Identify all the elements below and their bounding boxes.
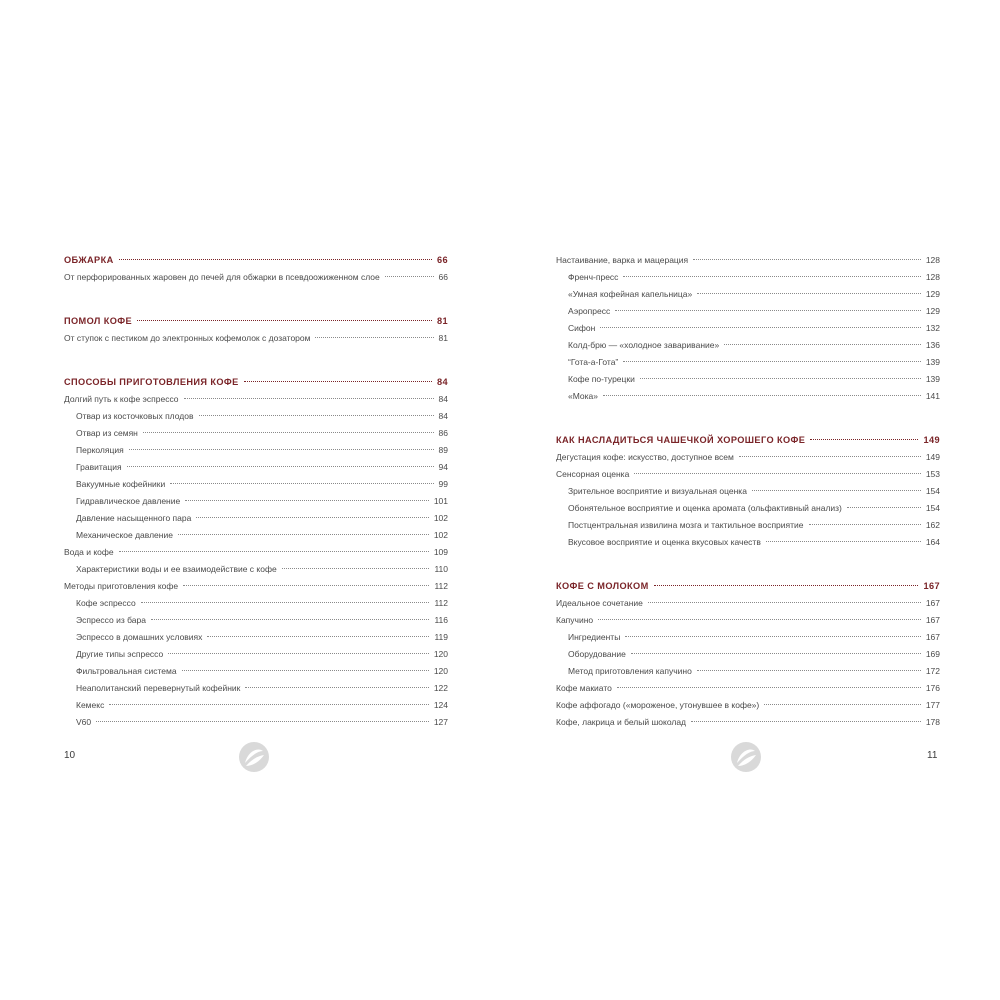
toc-entry[interactable]	[556, 629, 940, 646]
toc-section-heading[interactable]	[556, 432, 940, 449]
toc-entry[interactable]	[64, 493, 448, 510]
toc-entry[interactable]	[64, 629, 448, 646]
toc-entry-page: 129	[925, 289, 940, 299]
toc-entry-page: 164	[925, 537, 940, 547]
toc-entry-page: 141	[925, 391, 940, 401]
toc-entry[interactable]	[556, 534, 940, 551]
toc-entry[interactable]	[556, 252, 940, 269]
toc-entry-label: «Умная кофейная капельница»	[568, 289, 693, 299]
toc-entry-label: Перколяция	[76, 445, 124, 455]
toc-entry-page: 169	[925, 649, 940, 659]
toc-entry-label: Фильтровальная система	[76, 666, 177, 676]
toc-section-heading[interactable]	[64, 374, 448, 391]
toc-entry-page: 102	[433, 513, 448, 523]
dot-leader	[182, 670, 429, 671]
toc-entry-label: Гравитация	[76, 462, 122, 472]
toc-entry-label: Отвар из косточковых плодов	[76, 411, 194, 421]
dot-leader	[631, 653, 921, 654]
toc-entry[interactable]	[64, 697, 448, 714]
toc-entry[interactable]	[64, 663, 448, 680]
dot-leader	[199, 415, 434, 416]
toc-entry[interactable]	[556, 303, 940, 320]
toc-entry-page: 154	[925, 503, 940, 513]
dot-leader	[697, 293, 921, 294]
toc-entry-label: Характеристики воды и ее взаимодействие с кофе	[76, 564, 277, 574]
toc-entry-label: Вакуумные кофейники	[76, 479, 166, 489]
toc-entry-label: Идеальное сочетание	[556, 598, 643, 608]
toc-entry[interactable]	[64, 391, 448, 408]
dot-leader	[625, 636, 921, 637]
dot-leader	[385, 276, 434, 277]
toc-entry[interactable]	[556, 354, 940, 371]
dot-leader	[183, 585, 429, 586]
toc-entry-page: 116	[434, 615, 448, 625]
dot-leader	[697, 670, 921, 671]
toc-entry-page: 66	[438, 272, 448, 282]
toc-right-page	[556, 252, 940, 731]
toc-section-heading-label: КАК НАСЛАДИТЬСЯ ЧАШЕЧКОЙ ХОРОШЕГО КОФЕ	[556, 435, 806, 445]
toc-entry-page: 167	[925, 632, 940, 642]
toc-entry-label: Давление насыщенного пара	[76, 513, 192, 523]
dot-leader	[600, 327, 921, 328]
toc-entry[interactable]	[64, 459, 448, 476]
toc-entry[interactable]	[64, 544, 448, 561]
dot-leader	[109, 704, 428, 705]
toc-entry-label: Кофе по-турецки	[568, 374, 635, 384]
toc-entry[interactable]	[64, 578, 448, 595]
toc-entry[interactable]	[64, 408, 448, 425]
toc-entry-label: Постцентральная извилина мозга и тактильное восприятие	[568, 520, 804, 530]
dot-leader	[137, 320, 432, 321]
toc-entry-label: Дегустация кофе: искусство, доступное всем	[556, 452, 734, 462]
toc-entry-label: Ингредиенты	[568, 632, 621, 642]
dot-leader	[809, 524, 921, 525]
toc-section-heading-label: СПОСОБЫ ПРИГОТОВЛЕНИЯ КОФЕ	[64, 377, 239, 387]
dot-leader	[810, 439, 918, 440]
toc-entry[interactable]	[556, 449, 940, 466]
toc-entry-page: 86	[438, 428, 448, 438]
toc-entry-page: 119	[434, 632, 448, 642]
page-number-right: 11	[927, 750, 938, 761]
toc-entry-label: От перфорированных жаровен до печей для обжарки в псевдоожиженном слое	[64, 272, 380, 282]
dot-leader	[766, 541, 921, 542]
dot-leader	[244, 381, 432, 382]
toc-section-heading-label: КОФЕ С МОЛОКОМ	[556, 581, 649, 591]
toc-entry-label: Механическое давление	[76, 530, 173, 540]
dot-leader	[127, 466, 434, 467]
dot-leader	[634, 473, 921, 474]
toc-entry[interactable]	[556, 595, 940, 612]
toc-entry[interactable]	[64, 269, 448, 286]
toc-entry[interactable]	[64, 330, 448, 347]
toc-entry-label: Кемекс	[76, 700, 105, 710]
toc-entry-page: 177	[925, 700, 940, 710]
dot-leader	[184, 398, 434, 399]
toc-entry-label: Методы приготовления кофе	[64, 581, 179, 591]
dot-leader	[648, 602, 921, 603]
toc-entry-page: 89	[438, 445, 448, 455]
toc-entry-page: 94	[438, 462, 448, 472]
toc-entry-label: Зрительное восприятие и визуальная оценка	[568, 486, 747, 496]
dot-leader	[764, 704, 921, 705]
coffee-bean-icon	[730, 741, 762, 773]
toc-section-heading-label: ОБЖАРКА	[64, 255, 114, 265]
dot-leader	[207, 636, 429, 637]
section-spacer	[64, 286, 448, 313]
toc-entry-label: Кофе, лакрица и белый шоколад	[556, 717, 687, 727]
toc-entry-page: 122	[433, 683, 448, 693]
toc-entry-page: 154	[925, 486, 940, 496]
toc-entry[interactable]	[556, 337, 940, 354]
dot-leader	[598, 619, 921, 620]
toc-entry[interactable]	[556, 500, 940, 517]
toc-entry-label: Отвар из семян	[76, 428, 138, 438]
toc-entry[interactable]	[64, 612, 448, 629]
toc-section-heading-label: ПОМОЛ КОФЕ	[64, 316, 133, 326]
toc-entry-page: 124	[433, 700, 448, 710]
toc-entry-page: 139	[925, 374, 940, 384]
toc-entry-label: «Мока»	[568, 391, 598, 401]
toc-entry[interactable]	[64, 476, 448, 493]
dot-leader	[617, 687, 921, 688]
toc-entry[interactable]	[556, 663, 940, 680]
toc-entry[interactable]	[556, 269, 940, 286]
dot-leader	[119, 259, 432, 260]
toc-entry-page: 112	[434, 581, 448, 591]
toc-entry[interactable]	[64, 714, 448, 731]
dot-leader	[640, 378, 921, 379]
toc-entry-label: Кофе макиато	[556, 683, 612, 693]
dot-leader	[315, 337, 433, 338]
toc-section-heading[interactable]	[556, 578, 940, 595]
toc-entry[interactable]	[556, 320, 940, 337]
coffee-bean-icon	[238, 741, 270, 773]
dot-leader	[623, 361, 921, 362]
toc-entry[interactable]	[64, 527, 448, 544]
dot-leader	[143, 432, 434, 433]
dot-leader	[96, 721, 429, 722]
toc-section-heading-page: 167	[923, 581, 940, 591]
dot-leader	[119, 551, 429, 552]
toc-entry-page: 128	[925, 255, 940, 265]
page-number-left: 10	[64, 750, 76, 761]
toc-entry-page: 153	[925, 469, 940, 479]
toc-entry-page: 110	[434, 564, 448, 574]
toc-entry[interactable]	[556, 517, 940, 534]
dot-leader	[178, 534, 429, 535]
toc-entry[interactable]	[64, 442, 448, 459]
dot-leader	[752, 490, 921, 491]
toc-entry-page: 167	[925, 598, 940, 608]
toc-entry-page: 132	[925, 323, 940, 333]
toc-entry-page: 167	[925, 615, 940, 625]
toc-entry[interactable]	[64, 561, 448, 578]
toc-entry[interactable]	[556, 612, 940, 629]
toc-entry-label: Настаивание, варка и мацерация	[556, 255, 689, 265]
toc-entry[interactable]	[64, 595, 448, 612]
toc-entry-label: Кофе эспрессо	[76, 598, 136, 608]
dot-leader	[603, 395, 921, 396]
dot-leader	[724, 344, 921, 345]
dot-leader	[129, 449, 434, 450]
dot-leader	[151, 619, 429, 620]
toc-entry[interactable]	[556, 483, 940, 500]
toc-section-heading-page: 66	[436, 255, 448, 265]
toc-entry[interactable]	[64, 510, 448, 527]
toc-section-heading-page: 81	[436, 316, 448, 326]
section-spacer	[64, 347, 448, 374]
toc-left-page	[64, 252, 448, 731]
toc-entry[interactable]	[556, 697, 940, 714]
dot-leader	[141, 602, 430, 603]
toc-entry-label: Аэропресс	[568, 306, 611, 316]
toc-entry[interactable]	[556, 680, 940, 697]
toc-entry-label: Гидравлическое давление	[76, 496, 181, 506]
toc-entry-page: 129	[925, 306, 940, 316]
toc-entry-page: 127	[433, 717, 448, 727]
toc-entry-page: 120	[433, 649, 448, 659]
toc-entry-label: “Гота-а-Гота”	[568, 357, 619, 367]
toc-entry-page: 101	[433, 496, 448, 506]
toc-entry[interactable]	[64, 680, 448, 697]
toc-entry-label: Френч-пресс	[568, 272, 619, 282]
toc-entry-page: 162	[925, 520, 940, 530]
toc-entry[interactable]	[556, 646, 940, 663]
toc-entry-label: Кофе аффогадо («мороженое, утонувшее в кофе»)	[556, 700, 760, 710]
toc-section-heading-page: 149	[923, 435, 940, 445]
toc-entry-page: 178	[925, 717, 940, 727]
toc-entry-label: Вкусовое восприятие и оценка вкусовых качеств	[568, 537, 761, 547]
toc-entry-label: Капучино	[556, 615, 594, 625]
dot-leader	[170, 483, 433, 484]
toc-entry-label: Долгий путь к кофе эспрессо	[64, 394, 179, 404]
toc-section-heading-page: 84	[436, 377, 448, 387]
toc-entry-label: Обонятельное восприятие и оценка аромата (ольфактивный анализ)	[568, 503, 842, 513]
toc-entry-page: 139	[925, 357, 940, 367]
toc-entry-label: Другие типы эспрессо	[76, 649, 164, 659]
dot-leader	[245, 687, 428, 688]
toc-entry-label: Неаполитанский перевернутый кофейник	[76, 683, 241, 693]
toc-entry[interactable]	[64, 646, 448, 663]
toc-entry-page: 109	[433, 547, 448, 557]
dot-leader	[196, 517, 428, 518]
toc-entry-page: 176	[925, 683, 940, 693]
toc-entry[interactable]	[556, 371, 940, 388]
dot-leader	[691, 721, 921, 722]
toc-entry-page: 120	[433, 666, 448, 676]
toc-entry-label: Сифон	[568, 323, 596, 333]
toc-entry[interactable]	[556, 714, 940, 731]
toc-entry-label: Вода и кофе	[64, 547, 114, 557]
dot-leader	[739, 456, 921, 457]
toc-entry-label: Сенсорная оценка	[556, 469, 630, 479]
toc-entry-label: V60	[76, 717, 92, 727]
toc-entry[interactable]	[556, 388, 940, 405]
toc-entry[interactable]	[556, 466, 940, 483]
toc-entry-label: Колд-брю — «холодное заваривание»	[568, 340, 720, 350]
toc-section-heading[interactable]	[64, 252, 448, 269]
dot-leader	[693, 259, 921, 260]
toc-entry-page: 81	[438, 333, 448, 343]
toc-entry[interactable]	[64, 425, 448, 442]
toc-entry-page: 128	[925, 272, 940, 282]
toc-entry-page: 136	[925, 340, 940, 350]
toc-entry-page: 84	[438, 411, 448, 421]
dot-leader	[282, 568, 430, 569]
toc-entry[interactable]	[556, 286, 940, 303]
dot-leader	[847, 507, 921, 508]
dot-leader	[623, 276, 920, 277]
toc-entry-page: 112	[434, 598, 448, 608]
toc-entry-page: 84	[438, 394, 448, 404]
toc-entry-page: 99	[438, 479, 448, 489]
dot-leader	[168, 653, 429, 654]
dot-leader	[185, 500, 429, 501]
toc-entry-label: Оборудование	[568, 649, 626, 659]
dot-leader	[654, 585, 919, 586]
toc-section-heading[interactable]	[64, 313, 448, 330]
section-spacer	[556, 551, 940, 578]
toc-entry-label: От ступок с пестиком до электронных кофемолок с дозатором	[64, 333, 311, 343]
toc-entry-page: 172	[925, 666, 940, 676]
toc-entry-label: Эспрессо в домашних условиях	[76, 632, 203, 642]
dot-leader	[615, 310, 921, 311]
section-spacer	[556, 405, 940, 432]
toc-entry-page: 102	[433, 530, 448, 540]
toc-entry-page: 149	[925, 452, 940, 462]
toc-entry-label: Эспрессо из бара	[76, 615, 146, 625]
toc-entry-label: Метод приготовления капучино	[568, 666, 692, 676]
